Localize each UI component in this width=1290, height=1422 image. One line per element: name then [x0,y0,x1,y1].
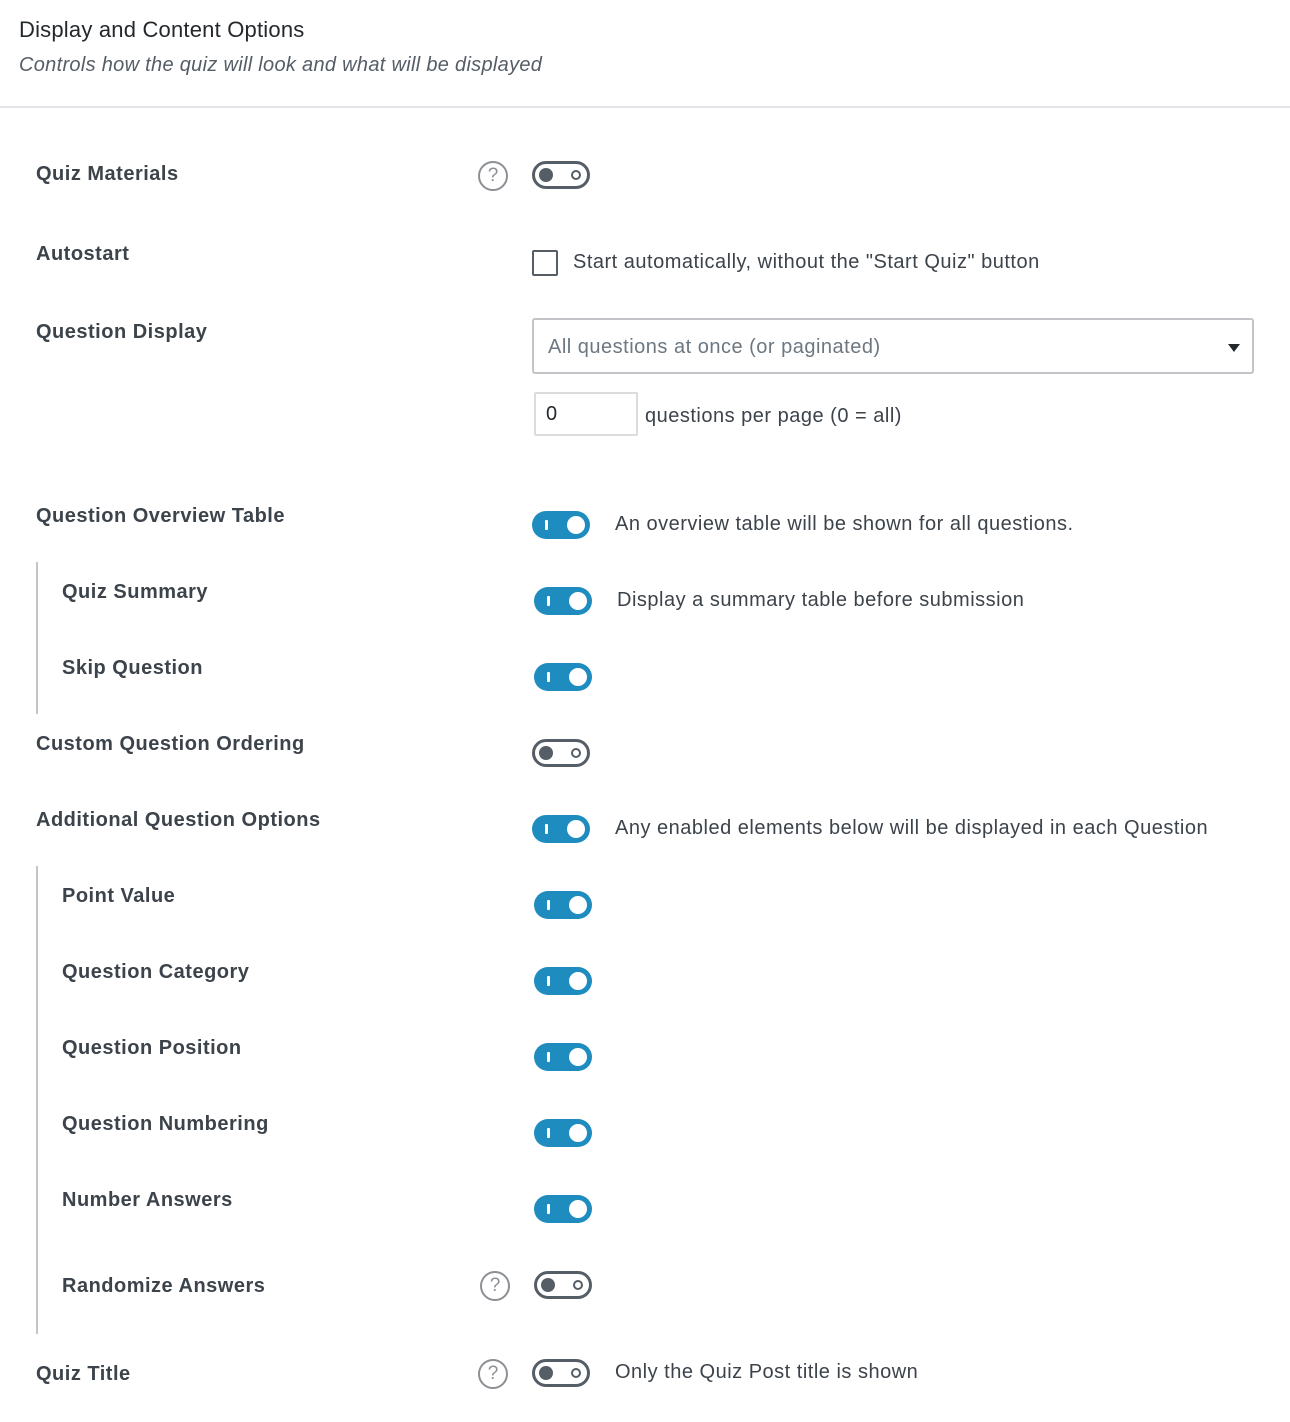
toggle-knob [539,1366,553,1380]
toggle-on-mark [545,824,548,834]
toggle-off-mark [571,748,581,758]
quiz-summary-description: Display a summary table before submission [617,589,1025,611]
help-icon[interactable]: ? [478,1359,508,1389]
toggle-knob [569,592,587,610]
questions-per-page-input[interactable] [534,392,638,436]
question-display-select[interactable] [532,318,1254,374]
toggle-knob [569,668,587,686]
question-category-toggle[interactable] [534,967,592,995]
toggle-on-mark [547,1204,550,1214]
toggle-knob [569,1048,587,1066]
toggle-on-mark [547,1128,550,1138]
quiz-summary-label: Quiz Summary [62,581,209,603]
section-title: Display and Content Options [19,17,305,42]
question-overview-table-toggle[interactable] [532,511,590,539]
question-display-selected-value: All questions at once (or paginated) [548,336,881,358]
toggle-on-mark [547,900,550,910]
autostart-label: Autostart [36,243,130,265]
group-indent-line [36,866,38,1334]
point-value-toggle[interactable] [534,891,592,919]
toggle-on-mark [547,976,550,986]
number-answers-toggle[interactable] [534,1195,592,1223]
toggle-on-mark [547,1052,550,1062]
randomize-answers-label: Randomize Answers [62,1275,266,1297]
custom-question-ordering-label: Custom Question Ordering [36,733,305,755]
custom-question-ordering-toggle[interactable] [532,739,590,767]
chevron-down-icon [1228,344,1240,352]
question-overview-table-description: An overview table will be shown for all questions. [615,513,1074,535]
quiz-title-description: Only the Quiz Post title is shown [615,1361,919,1383]
skip-question-label: Skip Question [62,657,203,679]
additional-question-options-toggle[interactable] [532,815,590,843]
point-value-label: Point Value [62,885,176,907]
quiz-title-label: Quiz Title [36,1363,131,1385]
toggle-on-mark [547,596,550,606]
autostart-checkbox[interactable] [532,250,558,276]
autostart-checkbox-label[interactable]: Start automatically, without the "Start Quiz" button [573,251,1040,273]
quiz-materials-label: Quiz Materials [36,163,179,185]
section-header [0,0,1290,108]
quiz-title-toggle[interactable] [532,1359,590,1387]
toggle-knob [539,168,553,182]
question-position-label: Question Position [62,1037,242,1059]
toggle-off-mark [571,1368,581,1378]
toggle-off-mark [573,1280,583,1290]
quiz-materials-toggle[interactable] [532,161,590,189]
question-numbering-toggle[interactable] [534,1119,592,1147]
toggle-knob [567,516,585,534]
quiz-summary-toggle[interactable] [534,587,592,615]
section-subtitle: Controls how the quiz will look and what will be displayed [19,54,543,76]
toggle-knob [569,896,587,914]
additional-question-options-label: Additional Question Options [36,809,321,831]
toggle-knob [569,972,587,990]
toggle-on-mark [547,672,550,682]
toggle-off-mark [571,170,581,180]
question-position-toggle[interactable] [534,1043,592,1071]
questions-per-page-label: questions per page (0 = all) [645,405,902,427]
toggle-knob [567,820,585,838]
question-display-label: Question Display [36,321,208,343]
toggle-knob [541,1278,555,1292]
skip-question-toggle[interactable] [534,663,592,691]
help-icon[interactable]: ? [480,1271,510,1301]
question-category-label: Question Category [62,961,250,983]
toggle-knob [569,1200,587,1218]
randomize-answers-toggle[interactable] [534,1271,592,1299]
additional-question-options-description: Any enabled elements below will be displayed in each Question [615,817,1209,839]
question-numbering-label: Question Numbering [62,1113,269,1135]
toggle-knob [539,746,553,760]
toggle-knob [569,1124,587,1142]
help-icon[interactable]: ? [478,161,508,191]
number-answers-label: Number Answers [62,1189,233,1211]
toggle-on-mark [545,520,548,530]
question-overview-table-label: Question Overview Table [36,505,285,527]
group-indent-line [36,562,38,714]
